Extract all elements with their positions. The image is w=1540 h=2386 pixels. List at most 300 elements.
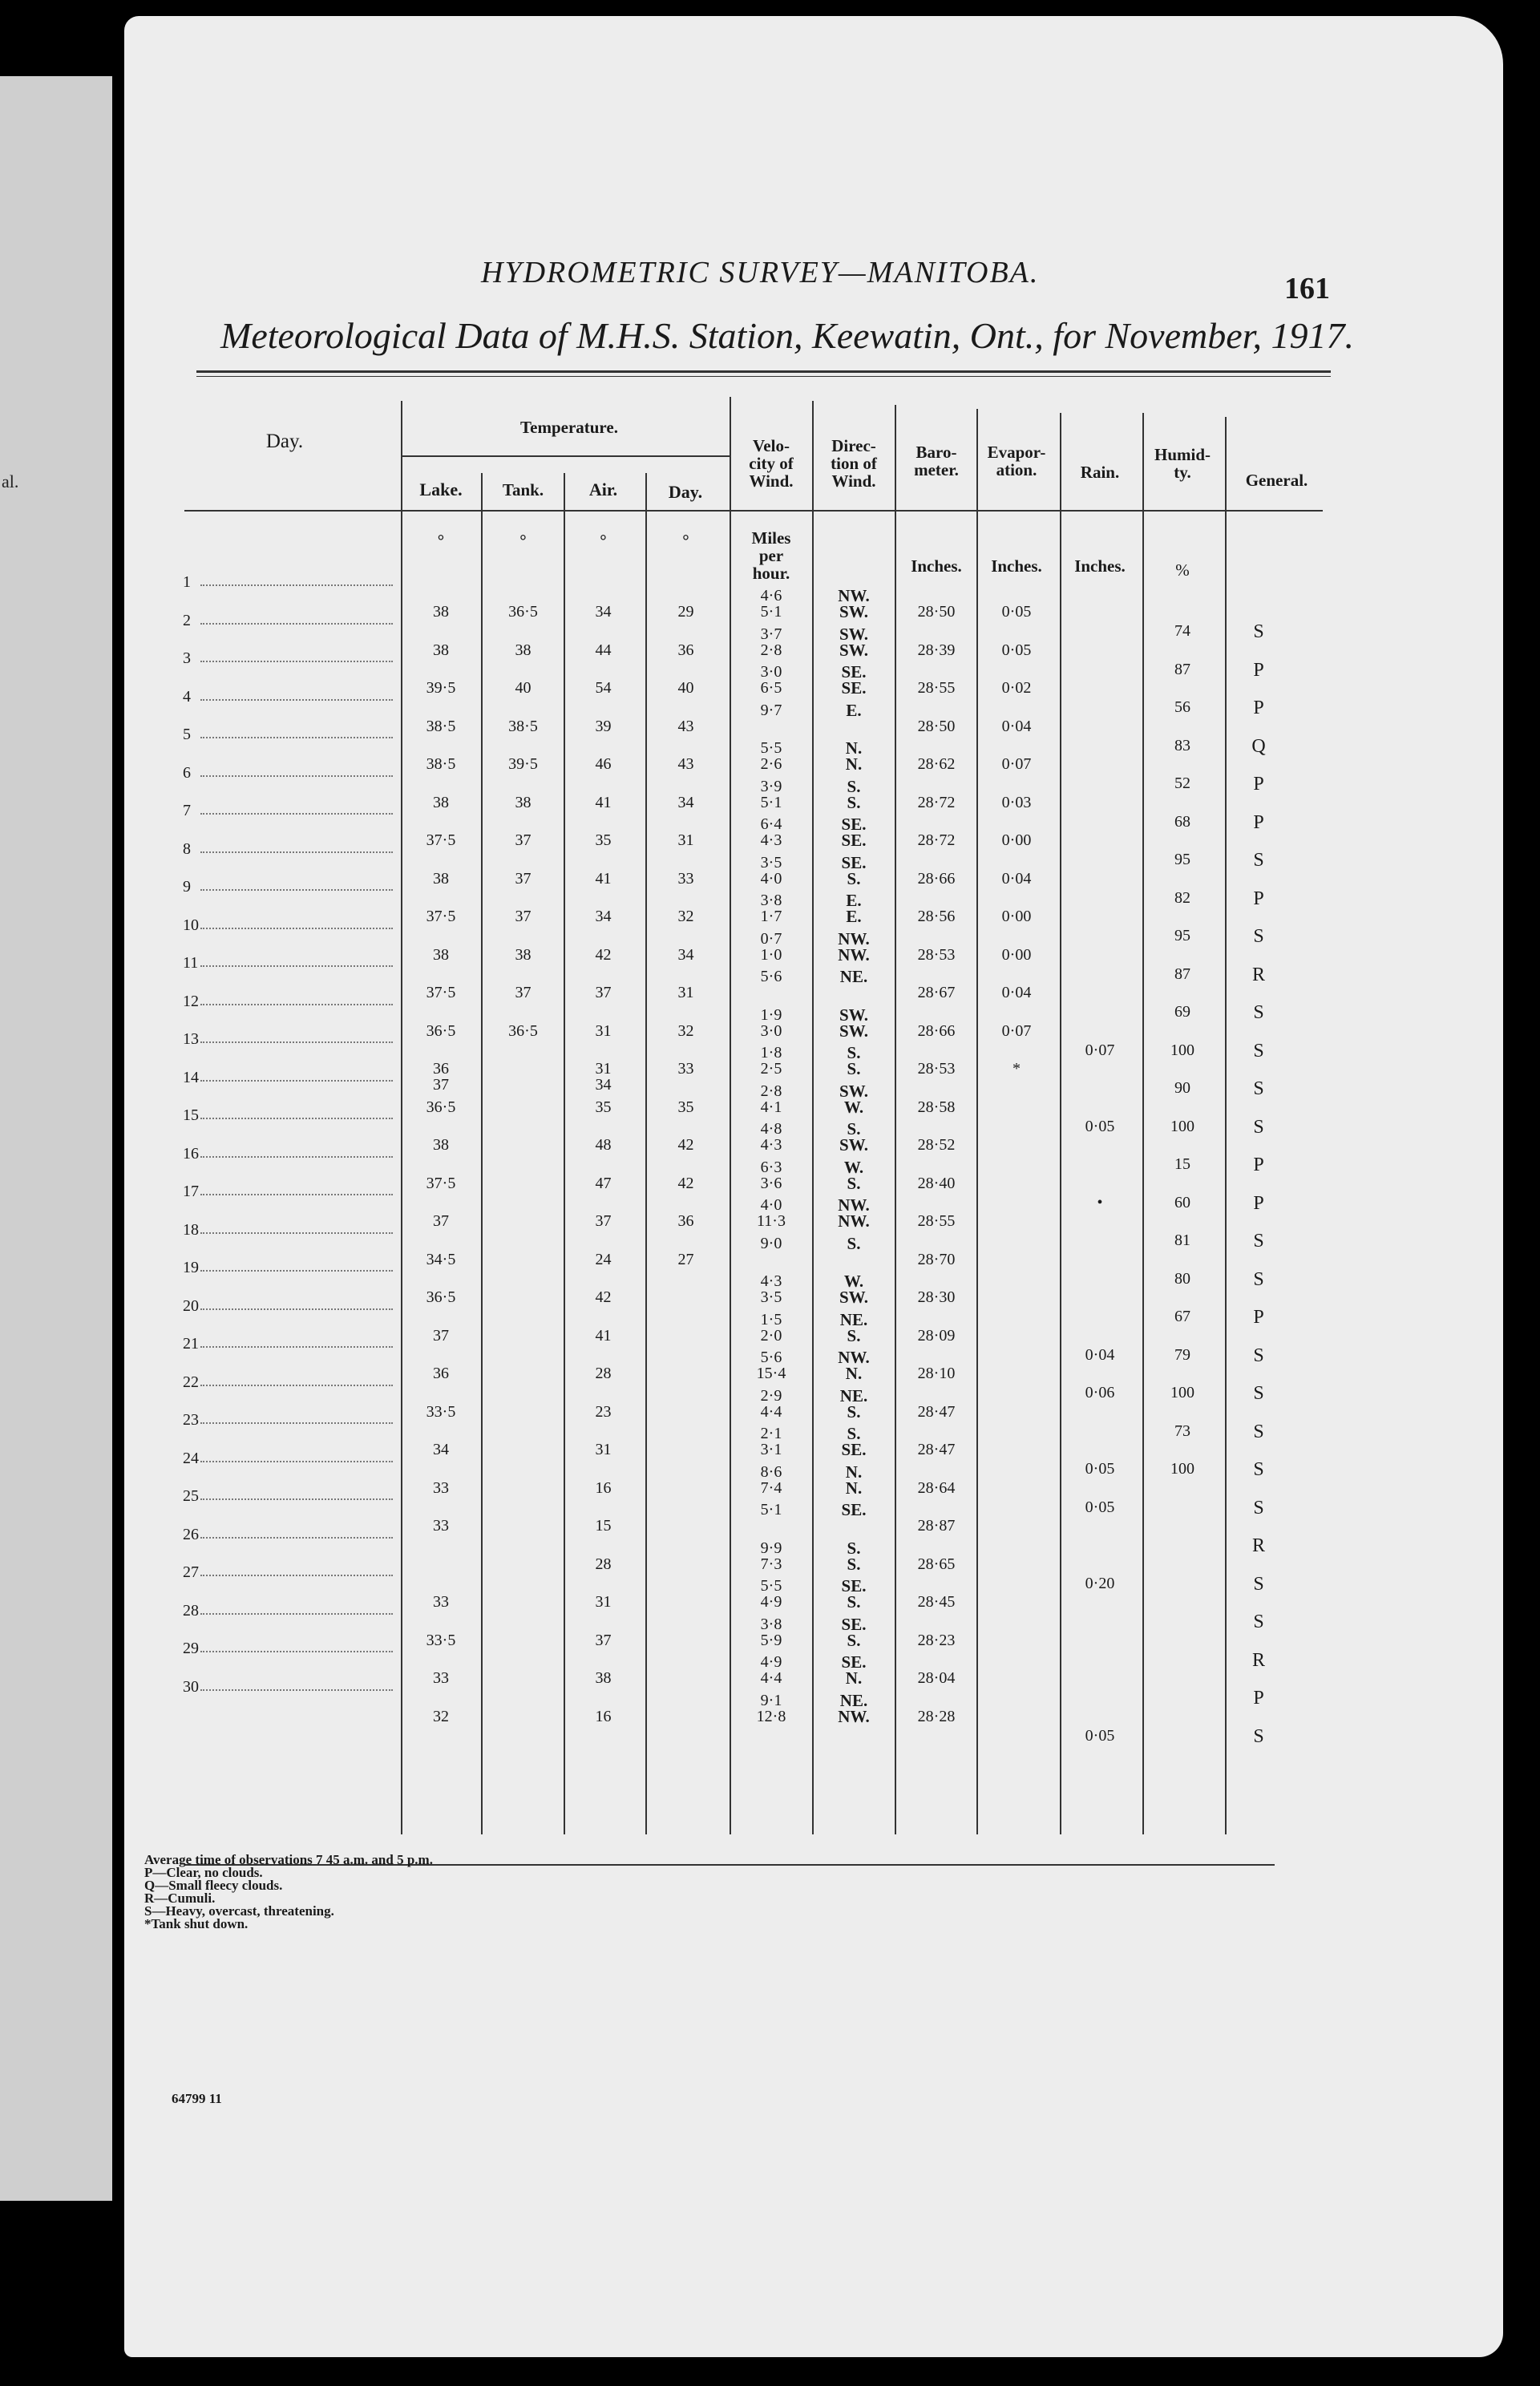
leader-dots (200, 1041, 393, 1043)
cell-baro: 28·04 (917, 1669, 956, 1687)
day-number: 22 (183, 1373, 199, 1391)
cell-vel: 1·9 3·0 (760, 1005, 782, 1040)
cell-baro: 28·70 (917, 1250, 956, 1268)
header-air: Air. (588, 479, 618, 499)
day-number: 20 (183, 1296, 199, 1315)
cell-air: 34 (595, 908, 612, 925)
cell-vel: 5·6 15·4 (756, 1349, 786, 1382)
col-sep-day (645, 473, 647, 1834)
cell-dir: SE. N. (841, 1652, 867, 1688)
cell-baro: 28·67 (917, 984, 956, 1001)
cell-air: 37 (595, 1212, 612, 1230)
unit-rain: Inches. (1074, 556, 1126, 576)
cell-tank: 37 (515, 908, 532, 925)
cell-general: P (1253, 811, 1264, 833)
cell-tday: 27 (677, 1250, 694, 1268)
unit-lake: ° (437, 531, 445, 550)
cell-lake: 37·5 (426, 1174, 456, 1192)
cell-vel: 1·8 2·5 (760, 1044, 782, 1078)
cell-vel: 2·8 4·1 (760, 1082, 782, 1116)
cell-dir: NE. S. (839, 1385, 868, 1421)
note-line: *Tank shut down. (144, 1916, 249, 1931)
cell-baro: 28·10 (917, 1365, 956, 1382)
unit-humidity: % (1175, 560, 1190, 580)
cell-baro: 28·39 (917, 641, 956, 659)
cell-dir: NW. NW. (838, 928, 870, 965)
cell-tank: 37 (515, 831, 532, 849)
day-number: 27 (183, 1563, 199, 1581)
cell-evap: * (1013, 1060, 1021, 1078)
cell-evap: 0·05 (1001, 603, 1032, 621)
cell-general: S (1253, 1002, 1264, 1023)
cell-vel: 1·5 2·0 (760, 1310, 782, 1345)
cell-lake: 36·5 (426, 1288, 456, 1306)
cell-hum: 100 (1170, 1117, 1194, 1135)
cell-tday: 42 (677, 1174, 694, 1192)
cell-dir: SE. SE. (841, 815, 867, 850)
cell-baro: 28·64 (917, 1478, 956, 1497)
day-number: 17 (183, 1183, 199, 1200)
day-number: 4 (183, 687, 191, 706)
col-sep-general (1225, 417, 1227, 1834)
cell-rain: 0·05 (1085, 1498, 1115, 1516)
cell-general: P (1253, 659, 1264, 681)
cell-air: 47 (595, 1174, 612, 1192)
cell-tday: 43 (677, 755, 694, 773)
cell-tday: 36 (677, 641, 694, 659)
cell-dir: E. E. (846, 891, 862, 926)
cell-air: 41 (595, 869, 612, 888)
day-number: 18 (183, 1220, 199, 1239)
col-sep-evaporation (976, 409, 978, 1834)
cell-evap: 0·04 (1001, 984, 1032, 1001)
cell-baro: 28·45 (917, 1593, 956, 1611)
leader-dots (200, 1498, 393, 1500)
leader-dots (200, 1613, 393, 1615)
day-number: 5 (183, 726, 191, 743)
cell-lake: 32 (433, 1707, 449, 1725)
cell-vel: 4·8 4·3 (760, 1120, 782, 1154)
cell-hum: 95 (1174, 851, 1190, 868)
cell-baro: 28·47 (917, 1402, 956, 1421)
cell-hum: 74 (1174, 622, 1190, 640)
cell-rain: • (1097, 1193, 1103, 1211)
cell-lake: 33 (433, 1593, 449, 1611)
unit-evaporation: Inches. (991, 556, 1042, 576)
cell-general: S (1253, 1459, 1264, 1480)
cell-tday: 29 (677, 603, 694, 621)
cell-vel: 3·8 1·7 (760, 892, 782, 925)
leader-dots (200, 584, 393, 586)
cell-evap: 0·02 (1001, 679, 1032, 697)
cell-tank: 38 (515, 945, 532, 964)
cell-general: P (1253, 774, 1264, 795)
cell-evap: 0·03 (1001, 793, 1032, 811)
cell-lake: 37 (433, 1326, 449, 1345)
cell-baro: 28·56 (917, 908, 956, 925)
day-number: 21 (183, 1335, 199, 1353)
cell-tank: 37 (515, 984, 532, 1001)
unit-barometer: Inches. (911, 556, 962, 576)
cell-lake: 37·5 (426, 831, 456, 849)
leader-dots (200, 1080, 393, 1082)
cell-lake: 39·5 (426, 679, 456, 697)
leader-dots (200, 1651, 393, 1652)
header-evaporation: Evapor- ation. (987, 443, 1046, 479)
cell-dir: NE. NW. (838, 1690, 870, 1726)
cell-vel: 9·1 12·8 (756, 1691, 786, 1725)
cell-general: S (1253, 1725, 1264, 1747)
cell-air: 31 (595, 1441, 612, 1458)
leader-dots (200, 1346, 393, 1348)
cell-air: 41 (595, 793, 612, 811)
note-line: Q—Small fleecy clouds. (144, 1878, 283, 1893)
cell-evap: 0·07 (1001, 755, 1032, 773)
leader-dots (200, 1689, 393, 1691)
leader-dots (200, 1156, 393, 1158)
cell-general: P (1253, 1155, 1264, 1175)
cell-general: P (1253, 1307, 1264, 1328)
cell-hum: 69 (1174, 1003, 1190, 1021)
col-sep-lake (401, 401, 402, 1834)
cell-air: 24 (595, 1250, 612, 1268)
cell-dir: S. S. (847, 1538, 861, 1574)
cell-rain: 0·05 (1085, 1117, 1115, 1135)
cell-tday: 34 (677, 945, 694, 964)
cell-tank: 37 (515, 869, 532, 888)
cell-general: S (1253, 1612, 1264, 1632)
temperature-underline (401, 455, 731, 457)
cell-air: 31 (595, 1593, 612, 1611)
cell-vel: 4·6 5·1 (760, 587, 782, 621)
header-temp-day: Day. (668, 482, 703, 502)
cell-baro: 28·52 (917, 1136, 956, 1154)
cell-tday: 43 (677, 717, 694, 735)
cell-tank: 39·5 (508, 755, 538, 773)
cell-general: P (1253, 1192, 1264, 1214)
cell-baro: 28·55 (917, 679, 956, 697)
cell-vel: 5·5 4·9 (760, 1577, 782, 1611)
cell-lake: 38 (433, 1136, 449, 1154)
day-number: 19 (183, 1259, 199, 1276)
cell-lake: 38 (433, 869, 449, 888)
cell-tank: 38 (515, 641, 532, 659)
cell-vel: 6·3 3·6 (760, 1158, 782, 1192)
cell-general: R (1251, 964, 1265, 985)
cell-general: S (1253, 926, 1264, 947)
unit-velocity: Miles per hour. (751, 528, 791, 583)
cell-air: 37 (595, 1631, 612, 1649)
cell-evap: 0·04 (1001, 717, 1032, 735)
cell-vel: 3·7 2·8 (760, 625, 782, 659)
day-number: 24 (183, 1449, 199, 1467)
cell-baro: 28·53 (917, 945, 956, 964)
cell-vel: 3·5 4·0 (760, 853, 782, 888)
cell-lake: 34 (433, 1441, 449, 1458)
day-number: 14 (183, 1068, 199, 1086)
cell-hum: 68 (1174, 812, 1190, 831)
cell-tank: 38·5 (508, 717, 538, 735)
leader-dots (200, 1537, 393, 1539)
unit-air: ° (600, 531, 607, 550)
cell-dir: N. N. (845, 738, 863, 774)
cell-vel: 8·6 7·4 (760, 1462, 782, 1497)
cell-dir: SW. SW. (839, 624, 868, 660)
cell-vel: 3·8 5·9 (760, 1615, 782, 1649)
cell-baro: 28·65 (917, 1555, 956, 1573)
cell-lake: 37 (433, 1212, 449, 1230)
cell-lake: 38 (433, 603, 449, 621)
cell-dir: S. (847, 1233, 861, 1253)
cell-tank: 38 (515, 793, 532, 811)
cell-hum: 95 (1174, 927, 1190, 944)
leader-dots (200, 851, 393, 853)
cell-baro: 28·53 (917, 1060, 956, 1078)
day-number: 9 (183, 878, 191, 896)
table-title: Meteorological Data of M.H.S. Station, Keewatin, Ont., for November, 1917. (220, 315, 1354, 356)
cell-air: 31 (595, 1021, 612, 1040)
note-line: P—Clear, no clouds. (144, 1865, 263, 1880)
day-number: 7 (183, 802, 191, 819)
cell-hum: 87 (1174, 660, 1190, 678)
cell-lake: 36 37 (433, 1060, 449, 1094)
col-sep-tank (481, 473, 483, 1834)
leader-dots (200, 1461, 393, 1462)
cell-rain: 0·06 (1085, 1384, 1115, 1401)
cell-tday: 35 (677, 1098, 694, 1116)
cell-lake: 36·5 (426, 1021, 456, 1040)
cell-tank: 40 (515, 679, 532, 697)
cell-dir: NW. NW. (838, 1195, 870, 1231)
leader-dots (200, 1270, 393, 1272)
cell-air: 28 (595, 1365, 612, 1382)
cell-vel: 5·5 2·6 (760, 739, 782, 773)
cell-hum: 56 (1174, 698, 1190, 716)
cell-vel: 4·0 11·3 (757, 1196, 786, 1230)
cell-general: S (1253, 1268, 1264, 1290)
cell-dir: NE. (839, 967, 868, 986)
leader-dots (200, 965, 393, 967)
cell-lake: 38·5 (426, 755, 456, 773)
cell-tday: 31 (677, 984, 694, 1001)
cell-lake: 33 (433, 1478, 449, 1497)
cell-general: R (1251, 1649, 1265, 1671)
running-title: HYDROMETRIC SURVEY—MANITOBA. (481, 256, 1040, 289)
cell-general: S (1253, 850, 1264, 871)
cell-lake: 37·5 (426, 908, 456, 925)
cell-air: 37 (595, 984, 612, 1001)
day-number: 13 (183, 1030, 199, 1048)
cell-baro: 28·09 (917, 1326, 956, 1345)
header-velocity: Velo- city of Wind. (749, 436, 794, 491)
cell-dir: SE. S. (841, 852, 867, 888)
cell-air: 23 (595, 1402, 612, 1421)
cell-tday: 33 (677, 1060, 694, 1078)
cell-hum: 82 (1174, 888, 1190, 907)
cell-dir: NW. SW. (838, 586, 870, 621)
cell-air: 38 (595, 1669, 612, 1687)
cell-air: 48 (595, 1136, 612, 1154)
cell-tday: 33 (677, 869, 694, 888)
cell-tank: 36·5 (508, 603, 538, 621)
day-number: 25 (183, 1487, 199, 1505)
cell-general: R (1251, 1535, 1265, 1556)
cell-general: S (1253, 1040, 1264, 1062)
cell-air: 39 (595, 717, 612, 735)
cell-evap: 0·00 (1001, 908, 1032, 925)
cell-vel: 3·9 5·1 (760, 777, 782, 811)
cell-lake: 33·5 (426, 1402, 456, 1421)
cell-general: P (1253, 698, 1264, 718)
cell-general: S (1253, 1497, 1264, 1519)
day-number: 3 (183, 649, 191, 667)
day-number: 12 (183, 992, 199, 1010)
cell-lake: 34·5 (426, 1250, 456, 1268)
cell-dir: W. SW. (839, 1272, 868, 1307)
day-number: 2 (183, 611, 191, 629)
cell-hum: 15 (1174, 1155, 1190, 1173)
cell-vel: 2·9 4·4 (760, 1386, 782, 1421)
cell-hum: 100 (1170, 1384, 1194, 1401)
cell-baro: 28·66 (917, 1021, 956, 1040)
leader-dots (200, 1575, 393, 1576)
cell-general: S (1253, 621, 1264, 642)
cell-air: 44 (595, 641, 612, 659)
cell-dir: S. S. (847, 776, 861, 812)
cell-general: S (1253, 1231, 1264, 1252)
leader-dots (200, 623, 393, 625)
cell-tday: 42 (677, 1136, 694, 1154)
cell-general: S (1253, 1345, 1264, 1366)
header-temperature: Temperature. (520, 418, 618, 437)
cell-general: S (1253, 1116, 1264, 1138)
cell-hum: 79 (1174, 1345, 1190, 1364)
table-notes (144, 1854, 433, 1931)
header-rule (184, 510, 1323, 512)
cell-air: 41 (595, 1326, 612, 1345)
cell-vel: 4·3 3·5 (760, 1272, 782, 1306)
day-number: 30 (183, 1677, 199, 1696)
title-rule-top (196, 370, 1331, 373)
day-number: 15 (183, 1106, 199, 1124)
page-number: 161 (1284, 272, 1330, 305)
cell-dir: SE. S. (841, 1576, 867, 1612)
cell-rain: 0·04 (1085, 1345, 1115, 1364)
cell-vel: 3·0 6·5 (760, 663, 782, 697)
cell-rain: 0·07 (1085, 1041, 1115, 1059)
leader-dots (200, 1194, 393, 1195)
header-general: General. (1245, 471, 1308, 490)
leader-dots (200, 1422, 393, 1424)
cell-evap: 0·05 (1001, 641, 1032, 659)
cell-dir: E. (846, 700, 862, 720)
cell-lake: 38 (433, 641, 449, 659)
cell-dir: SW. W. (839, 1081, 868, 1117)
cell-baro: 28·23 (917, 1631, 956, 1649)
note-line: R—Cumuli. (144, 1891, 216, 1906)
cell-vel: 5·6 (760, 968, 782, 985)
cell-air: 34 (595, 603, 612, 621)
cell-hum: 81 (1174, 1231, 1190, 1249)
cell-air: 35 (595, 1098, 612, 1116)
cell-tday: 32 (677, 1021, 694, 1040)
cell-air: 15 (595, 1517, 612, 1535)
cell-air: 28 (595, 1555, 612, 1573)
day-number: 1 (183, 573, 191, 591)
unit-day: ° (682, 531, 689, 550)
day-number: 11 (183, 954, 199, 972)
cell-hum: 100 (1170, 1460, 1194, 1478)
leader-dots (200, 699, 393, 701)
cell-air: 42 (595, 945, 612, 964)
facing-page-edge (0, 76, 112, 2201)
cell-tday: 31 (677, 831, 694, 849)
facing-page-fragment: al. (2, 471, 19, 491)
day-number: 26 (183, 1525, 199, 1543)
unit-tank: ° (519, 531, 527, 550)
cell-baro: 28·55 (917, 1212, 956, 1230)
header-tank: Tank. (502, 480, 544, 499)
header-direction: Direc- tion of Wind. (831, 436, 877, 491)
cell-lake: 33·5 (426, 1631, 456, 1649)
cell-general: S (1253, 1573, 1264, 1595)
leader-dots (200, 775, 393, 777)
cell-dir: SE. SE. (841, 662, 867, 698)
cell-air: 35 (595, 831, 612, 849)
leader-dots (200, 661, 393, 662)
cell-tday: 34 (677, 793, 694, 811)
col-sep-air (564, 473, 565, 1834)
cell-lake: 38 (433, 945, 449, 964)
header-day: Day. (265, 431, 304, 452)
cell-dir: SW. SW. (839, 1005, 868, 1041)
cell-air: 42 (595, 1288, 612, 1306)
cell-general: P (1253, 888, 1264, 909)
cell-general: P (1253, 1688, 1264, 1709)
cell-lake: 36·5 (426, 1098, 456, 1116)
leader-dots (200, 889, 393, 891)
cell-baro: 28·40 (917, 1174, 956, 1192)
cell-dir: NW. N. (838, 1348, 870, 1383)
cell-evap: 0·00 (1001, 831, 1032, 849)
cell-hum: 80 (1174, 1269, 1190, 1288)
cell-baro: 28·28 (917, 1707, 956, 1725)
cell-vel: 9·0 (760, 1234, 782, 1252)
title-rule-bottom (196, 376, 1331, 377)
day-number: 23 (183, 1411, 199, 1429)
leader-dots (200, 928, 393, 929)
leader-dots (200, 1232, 393, 1234)
leader-dots (200, 1118, 393, 1119)
cell-tank: 36·5 (508, 1021, 538, 1040)
day-number: 28 (183, 1601, 199, 1620)
cell-baro: 28·62 (917, 755, 956, 773)
cell-air: 16 (595, 1478, 612, 1497)
cell-general: S (1253, 1421, 1264, 1442)
cell-dir: N. N. (845, 1462, 863, 1498)
day-number: 16 (183, 1144, 199, 1163)
cell-dir: S. SE. (841, 1424, 867, 1459)
leader-dots (200, 1004, 393, 1005)
day-number: 10 (183, 916, 199, 934)
cell-vel: 6·4 4·3 (760, 815, 782, 849)
print-code: 64799 11 (172, 2091, 222, 2106)
leader-dots (200, 1308, 393, 1310)
cell-tday: 40 (677, 679, 694, 697)
cell-evap: 0·07 (1001, 1021, 1032, 1040)
leader-dots (200, 813, 393, 815)
cell-baro: 28·72 (917, 793, 956, 811)
